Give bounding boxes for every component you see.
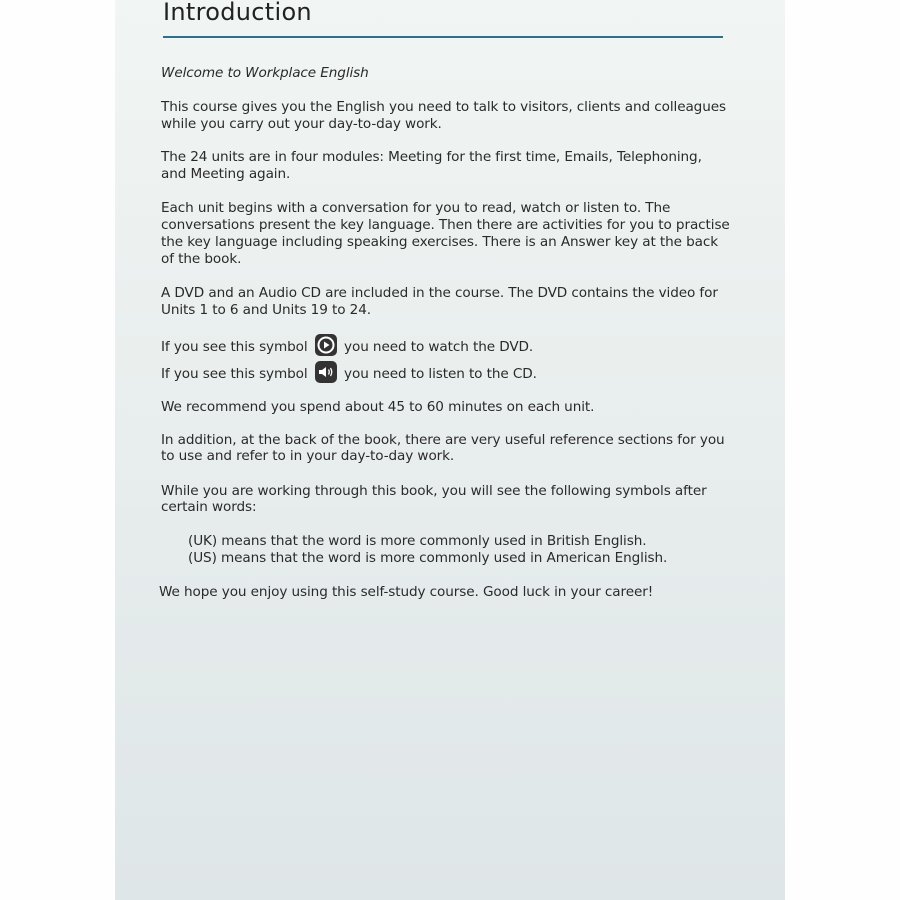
p5: We recommend you spend about 45 to 60 minutes on each unit.	[161, 399, 595, 415]
play-circle-icon	[315, 334, 337, 356]
title-rule	[163, 36, 723, 38]
p3-line3: the key language including speaking exercises. There is an Answer key at the back	[161, 234, 719, 250]
page-title: Introduction	[163, 0, 312, 26]
p2-line1: The 24 units are in four modules: Meeting for the first time, Emails, Telephoning,	[161, 149, 702, 165]
dvd-line-before: If you see this symbol	[161, 339, 308, 355]
cd-line-after: you need to listen to the CD.	[344, 366, 537, 382]
p3-line1: Each unit begins with a conversation for you to read, watch or listen to. The	[161, 200, 671, 216]
cd-line-before: If you see this symbol	[161, 366, 308, 382]
speaker-icon	[315, 361, 337, 383]
p3-line2: conversations present the key language. Then there are activities for you to practise	[161, 217, 730, 233]
p2-line2: and Meeting again.	[161, 166, 291, 182]
p7-line2: certain words:	[161, 499, 257, 515]
p6-line2: to use and refer to in your day-to-day work.	[161, 448, 455, 464]
p3-line4: of the book.	[161, 251, 242, 267]
closing-line: We hope you enjoy using this self-study course. Good luck in your career!	[159, 584, 654, 600]
uk-note: (UK) means that the word is more commonly used in British English.	[188, 533, 647, 549]
p7-line1: While you are working through this book, you will see the following symbols after	[161, 483, 707, 499]
subtitle: Welcome to Workplace English	[161, 65, 369, 81]
p4-line1: A DVD and an Audio CD are included in the course. The DVD contains the video for	[161, 285, 718, 301]
dvd-symbol-line	[161, 336, 533, 358]
p6-line1: In addition, at the back of the book, there are very useful reference sections for you	[161, 432, 725, 448]
dvd-line-after: you need to watch the DVD.	[344, 339, 534, 355]
p1-line1: This course gives you the English you need to talk to visitors, clients and colleagues	[161, 99, 726, 115]
cd-symbol-line	[161, 363, 537, 385]
p4-line2: Units 1 to 6 and Units 19 to 24.	[161, 302, 371, 318]
p1-line2: while you carry out your day-to-day work.	[161, 116, 442, 132]
us-note: (US) means that the word is more commonly used in American English.	[188, 550, 668, 566]
book-page	[115, 0, 785, 900]
